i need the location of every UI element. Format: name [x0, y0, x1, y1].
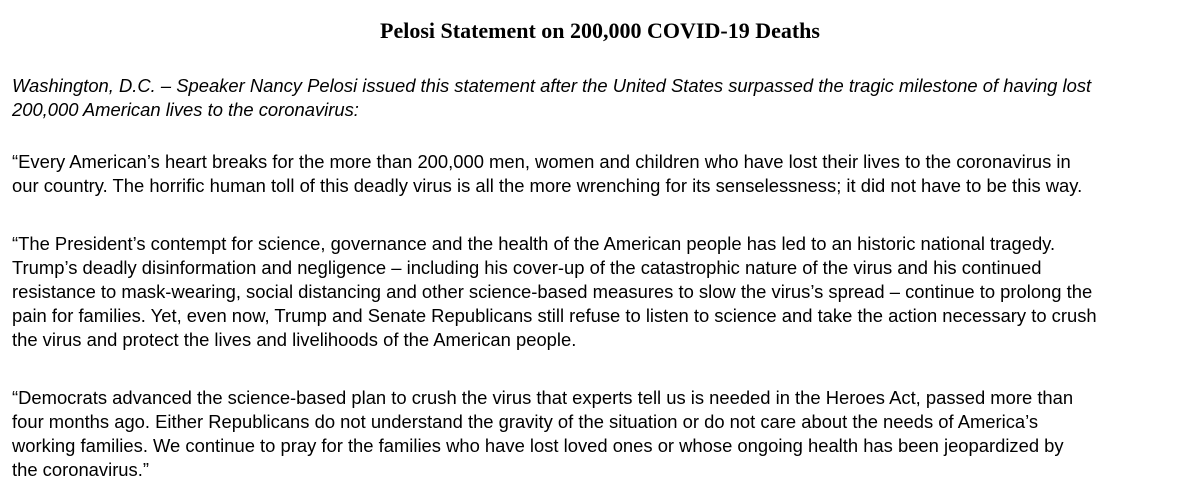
quote-paragraph-2 [12, 232, 1192, 352]
quote-paragraph-3 [12, 386, 1192, 482]
paragraph-line: our country. The horrific human toll of this deadly virus is all the more wrenching for its senselessness; it did not have to be this way. [12, 175, 1083, 196]
paragraph-line: “The President’s contempt for science, governance and the health of the American people has led to an historic national tragedy. [12, 233, 1056, 254]
paragraph-line: the virus and protect the lives and livelihoods of the American people. [12, 329, 577, 350]
paragraph-line: working families. We continue to pray for the families who have lost loved ones or whose ongoing health has been jeopardized by [12, 435, 1064, 456]
paragraph-line: resistance to mask-wearing, social distancing and other science-based measures to slow the virus’s spread – continue to prolong the [12, 281, 1093, 302]
paragraph-line: 200,000 American lives to the coronavirus: [12, 99, 359, 120]
quote-paragraph-1 [12, 150, 1192, 198]
paragraph-line: four months ago. Either Republicans do not understand the gravity of the situation or do not care about the needs of America’s [12, 411, 1039, 432]
paragraph-line: “Every American’s heart breaks for the more than 200,000 men, women and children who have lost their lives to the coronavirus in [12, 151, 1071, 172]
paragraph-line: Trump’s deadly disinformation and negligence – including his cover-up of the catastrophic nature of the virus and his continued [12, 257, 1042, 278]
paragraph-line: the coronavirus.” [12, 459, 149, 480]
paragraph-line: “Democrats advanced the science-based plan to crush the virus that experts tell us is needed in the Heroes Act, passed more than [12, 387, 1074, 408]
intro-paragraph [12, 74, 1192, 122]
statement-title: Pelosi Statement on 200,000 COVID-19 Deaths [380, 18, 820, 43]
paragraph-line: Washington, D.C. – Speaker Nancy Pelosi issued this statement after the United States surpassed the tragic milestone of having lost [12, 75, 1092, 96]
paragraph-line: pain for families. Yet, even now, Trump and Senate Republicans still refuse to listen to science and take the action necessary to crush [12, 305, 1097, 326]
